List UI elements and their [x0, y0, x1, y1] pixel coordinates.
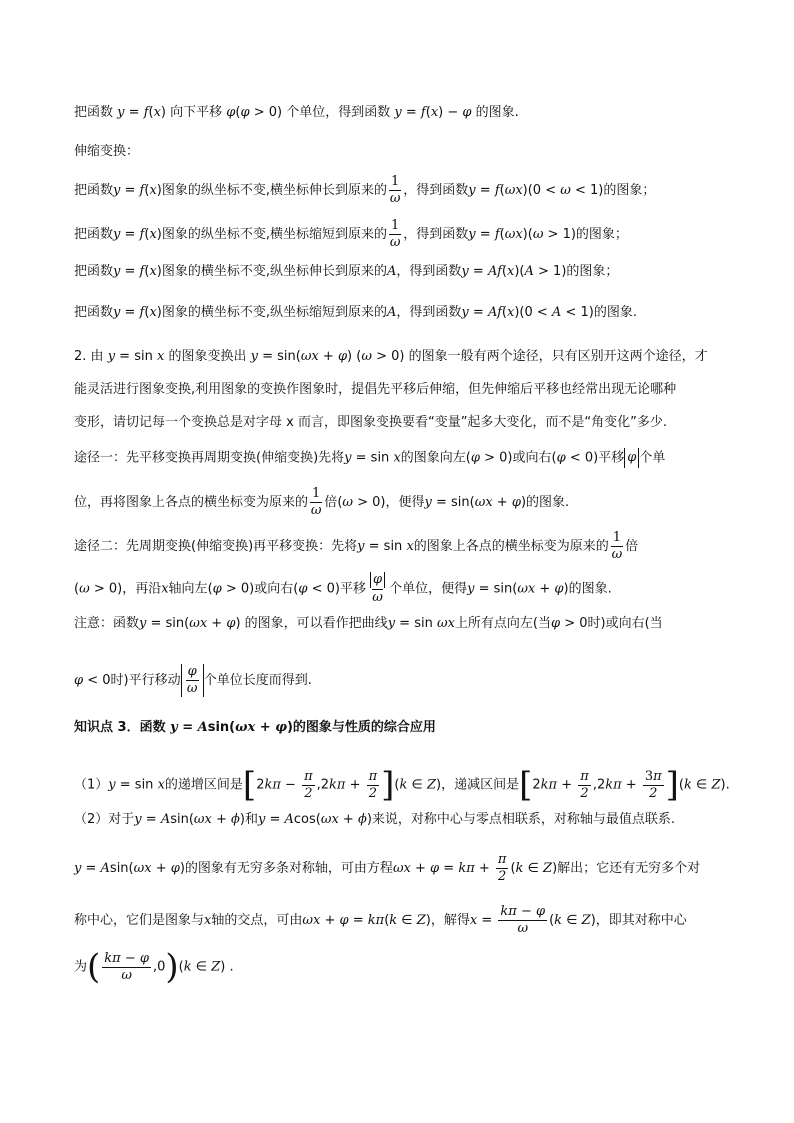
text-line: 能灵活进行图象变换,利用图象的变换作图象时，提倡先平移后伸缩，但先伸缩后平移也经常出现无论哪种	[74, 382, 677, 397]
text-line: 把函数 y = f(x) 向下平移 φ(φ > 0) 个单位，得到函数 y = f(x) − φ 的图象.	[74, 105, 519, 120]
text-line: 称中心，它们是图象与x轴的交点，可由ωx + φ = kπ(k ∈ Z)，解得x = $\frac{k\pi - \varphi}{\omega}$ (k ∈ Z)，即其对称中心	[74, 904, 687, 936]
text-line: 把函数y = f(x)图象的纵坐标不变,横坐标缩短到原来的 $\frac{1}{\omega}$ ，得到函数y = f(ωx)(ω > 1)的图象；	[74, 218, 628, 250]
section-heading: 伸缩变换：	[74, 144, 140, 159]
text-line: (ω > 0)，再沿x轴向左(φ > 0)或向右(φ < 0)平移 $\frac{\varphi}{\omega}$ 个单位，便得y = sin(ωx + φ)的图象.	[74, 572, 612, 605]
text-line: 为( $\frac{k\pi - \varphi}{\omega}$ ,0)(k ∈ Z) .	[74, 947, 234, 987]
text-line: （2）对于y = Asin(ωx + ϕ)和y = Acos(ωx + ϕ)来说，对称中心与零点相联系，对称轴与最值点联系.	[74, 812, 676, 827]
text-line: 途径二：先周期变换(伸缩变换)再平移变换：先将y = sin x的图象上各点的横坐标变为原来的 $\frac{1}{\omega}$ 倍	[74, 530, 639, 562]
text-line: 把函数y = f(x)图象的横坐标不变,纵坐标伸长到原来的A，得到函数y = Af(x)(A > 1)的图象；	[74, 264, 619, 279]
text: 的图象.	[475, 105, 519, 120]
text-line: 把函数y = f(x)图象的纵坐标不变,横坐标伸长到原来的 $\frac{1}{\omega}$ ，得到函数y = f(ωx)(0 < ω < 1)的图象；	[74, 174, 656, 206]
text: 个单位，得到函数	[286, 105, 391, 120]
text-line: 位，再将图象上各点的横坐标变为原来的 $\frac{1}{\omega}$ 倍(ω > 0)，便得y = sin(ωx + φ)的图象.	[74, 486, 570, 518]
text-line: 变形，请切记每一个变换总是对字母 x 而言，即图象变换要看“变量”起多大变化，而不是“角变化”多少.	[74, 415, 668, 430]
text-line: 注意：函数y = sin(ωx + φ) 的图象，可以看作把曲线y = sin ωx上所有点向左(当φ > 0时)或向右(当	[74, 616, 663, 631]
text-line: 2. 由 y = sin x 的图象变换出 y = sin(ωx + φ) (ω > 0) 的图象一般有两个途径，只有区别开这两个途径，才	[74, 349, 708, 364]
text-line: （1）y = sin x的递增区间是[2kπ − $\frac{\pi}{2}$ ,2kπ + $\frac{\pi}{2}$ ](k ∈ Z)，递减区间是[2kπ + $\frac{\pi}{2}$ ,2kπ + $\frac{3\pi}{2}$ ](k ∈ Z).	[74, 765, 730, 805]
text-line: φ < 0时)平行移动 $\frac{\varphi}{\omega}$ 个单位长度而得到.	[74, 664, 312, 696]
text-line: y = Asin(ωx + φ)的图象有无穷多条对称轴，可由方程ωx + φ = kπ + $\frac{\pi}{2}$ (k ∈ Z)解出；它还有无穷多个对	[74, 852, 701, 884]
text-line: 途径一：先平移变换再周期变换(伸缩变换)先将y = sin x的图象向左(φ > 0)或向右(φ < 0)平移 φ 个单	[74, 448, 665, 469]
text: 向下平移	[170, 105, 223, 120]
text: 把函数	[74, 105, 114, 120]
section-heading: 知识点 3．函数 y = Asin(ωx + φ)的图象与性质的综合应用	[74, 720, 436, 735]
text-line: 把函数y = f(x)图象的横坐标不变,纵坐标缩短到原来的A，得到函数y = Af(x)(0 < A < 1)的图象.	[74, 305, 637, 320]
